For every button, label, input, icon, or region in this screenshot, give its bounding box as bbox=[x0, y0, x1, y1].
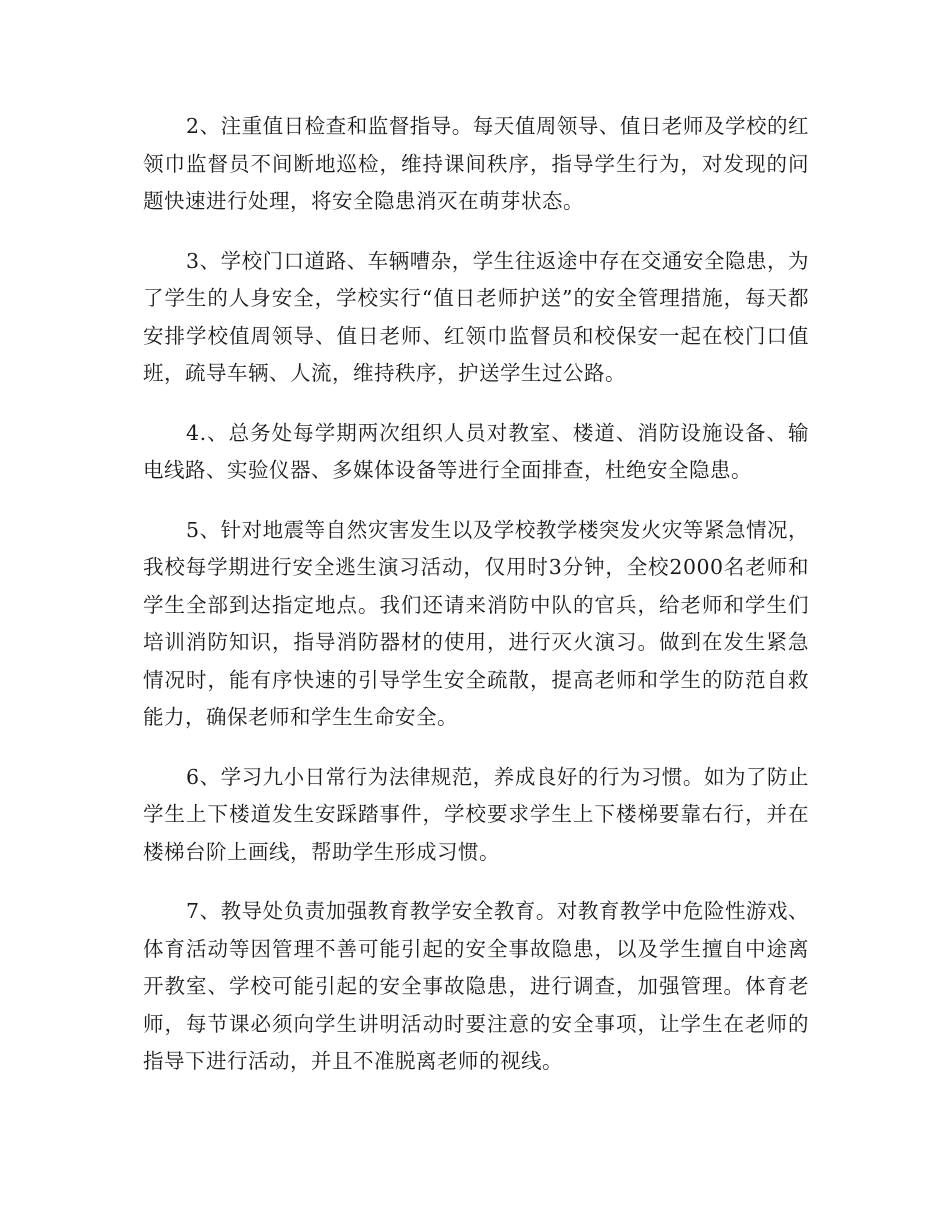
paragraph-3: 3、学校门口道路、车辆嘈杂，学生往返途中存在交通安全隐患，为了学生的人身安全，学校实行“值日老师护送”的安全管理措施，每天都安排学校值周领导、值日老师、红领巾监督员和校保安一起在校门口值班，疏导车辆、人流，维持秩序，护送学生过公路。 bbox=[143, 248, 809, 385]
paragraph-7: 7、教导处负责加强教育教学安全教育。对教育教学中危险性游戏、体育活动等因管理不善可能引起的安全事故隐患，以及学生擅自中途离开教室、学校可能引起的安全事故隐患，进行调查，加强管理。体育老师，每节课必须向学生讲明活动时要注意的安全事项，让学生在老师的指导下进行活动，并且不准脱离老师的视线。 bbox=[143, 899, 809, 1073]
document-body bbox=[143, 108, 809, 1081]
paragraph-4: 4.、总务处每学期两次组织人员对教室、楼道、消防设施设备、输电线路、实验仪器、多媒体设备等进行全面排查，杜绝安全隐患。 bbox=[143, 420, 809, 482]
paragraph-6: 6、学习九小日常行为法律规范，养成良好的行为习惯。如为了防止学生上下楼道发生安踩踏事件，学校要求学生上下楼梯要靠右行，并在楼梯台阶上画线，帮助学生形成习惯。 bbox=[143, 764, 809, 864]
paragraph-2: 2、注重值日检查和监督指导。每天值周领导、值日老师及学校的红领巾监督员不间断地巡检，维持课间秩序，指导学生行为，对发现的问题快速进行处理，将安全隐患消灭在萌芽状态。 bbox=[143, 114, 809, 213]
paragraph-5: 5、针对地震等自然灾害发生以及学校教学楼突发火灾等紧急情况，我校每学期进行安全逃生演习活动，仅用时3分钟，全校2000名老师和学生全部到达指定地点。我们还请来消防中队的官兵，给老师和学生们培训消防知识，指导消防器材的使用，进行灭火演习。做到在发生紧急情况时，能有序快速的引导学生安全疏散，提高老师和学生的防范自救能力，确保老师和学生生命安全。 bbox=[143, 517, 809, 729]
